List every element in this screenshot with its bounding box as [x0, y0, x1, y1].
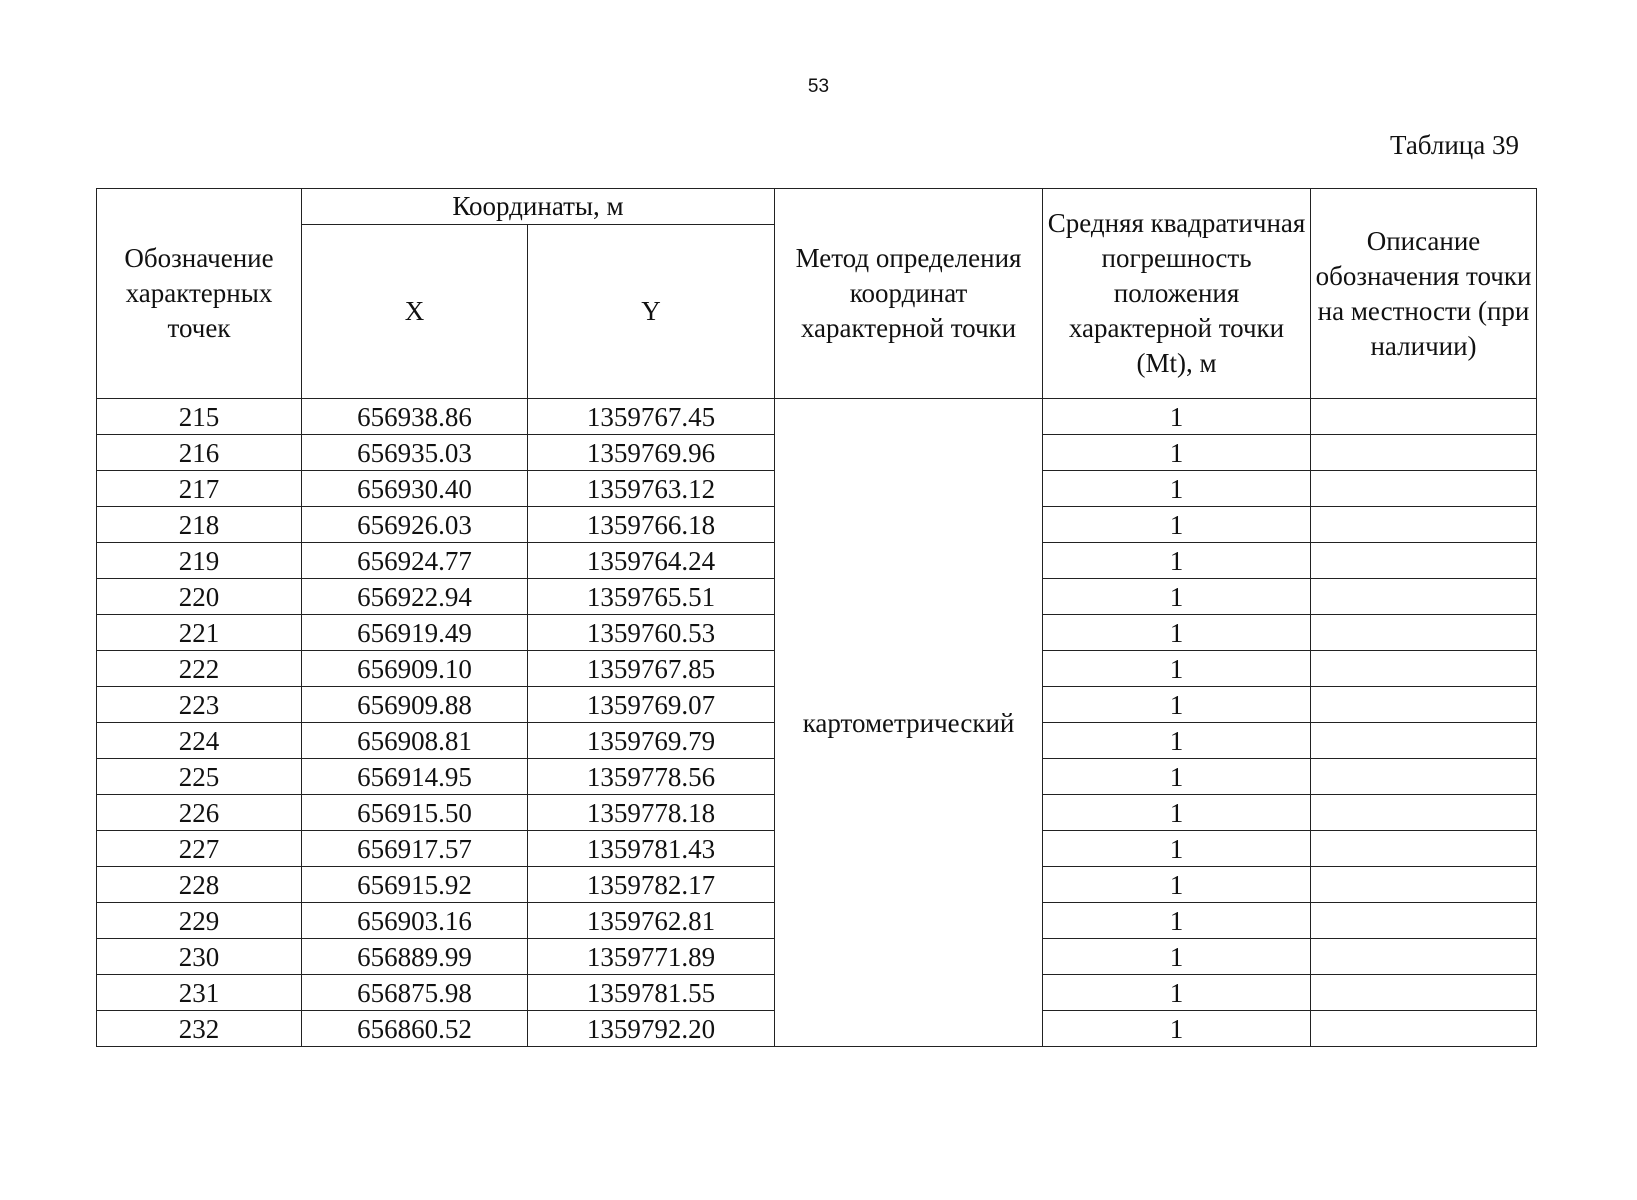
cell-point-id: 221 [97, 615, 302, 651]
cell-description [1311, 903, 1537, 939]
cell-point-id: 218 [97, 507, 302, 543]
cell-y: 1359782.17 [528, 867, 775, 903]
header-error: Средняя квадратичная погрешность положения характерной точки (Mt), м [1043, 189, 1311, 399]
cell-point-id: 230 [97, 939, 302, 975]
header-method: Метод определения координат характерной точки [775, 189, 1043, 399]
cell-error: 1 [1043, 651, 1311, 687]
cell-error: 1 [1043, 759, 1311, 795]
cell-x: 656917.57 [302, 831, 528, 867]
cell-point-id: 217 [97, 471, 302, 507]
cell-error: 1 [1043, 1011, 1311, 1047]
cell-description [1311, 435, 1537, 471]
cell-y: 1359763.12 [528, 471, 775, 507]
cell-y: 1359781.55 [528, 975, 775, 1011]
header-description: Описание обозначения точки на местности (при наличии) [1311, 189, 1537, 399]
cell-error: 1 [1043, 975, 1311, 1011]
cell-x: 656908.81 [302, 723, 528, 759]
cell-point-id: 232 [97, 1011, 302, 1047]
cell-x: 656889.99 [302, 939, 528, 975]
cell-error: 1 [1043, 723, 1311, 759]
table-body [97, 399, 1537, 1047]
table-caption: Таблица 39 [1390, 130, 1519, 160]
cell-description [1311, 939, 1537, 975]
cell-point-id: 231 [97, 975, 302, 1011]
cell-y: 1359792.20 [528, 1011, 775, 1047]
cell-point-id: 215 [97, 399, 302, 435]
cell-point-id: 225 [97, 759, 302, 795]
cell-y: 1359781.43 [528, 831, 775, 867]
cell-y: 1359764.24 [528, 543, 775, 579]
cell-y: 1359771.89 [528, 939, 775, 975]
cell-description [1311, 759, 1537, 795]
cell-x: 656860.52 [302, 1011, 528, 1047]
cell-error: 1 [1043, 903, 1311, 939]
cell-y: 1359767.45 [528, 399, 775, 435]
cell-x: 656909.88 [302, 687, 528, 723]
cell-error: 1 [1043, 795, 1311, 831]
cell-x: 656926.03 [302, 507, 528, 543]
cell-point-id: 219 [97, 543, 302, 579]
cell-y: 1359778.18 [528, 795, 775, 831]
cell-point-id: 227 [97, 831, 302, 867]
cell-y: 1359769.79 [528, 723, 775, 759]
coordinates-table [96, 188, 1537, 1047]
cell-y: 1359769.96 [528, 435, 775, 471]
cell-point-id: 222 [97, 651, 302, 687]
cell-description [1311, 399, 1537, 435]
header-y: Y [528, 225, 775, 399]
cell-description [1311, 615, 1537, 651]
cell-y: 1359762.81 [528, 903, 775, 939]
cell-y: 1359760.53 [528, 615, 775, 651]
cell-y: 1359766.18 [528, 507, 775, 543]
cell-description [1311, 1011, 1537, 1047]
cell-x: 656915.92 [302, 867, 528, 903]
cell-x: 656919.49 [302, 615, 528, 651]
cell-error: 1 [1043, 435, 1311, 471]
cell-error: 1 [1043, 471, 1311, 507]
cell-description [1311, 471, 1537, 507]
cell-error: 1 [1043, 543, 1311, 579]
cell-y: 1359767.85 [528, 651, 775, 687]
cell-x: 656924.77 [302, 543, 528, 579]
cell-method: картометрический [775, 399, 1043, 1047]
cell-error: 1 [1043, 939, 1311, 975]
header-coordinates-group: Координаты, м [302, 189, 775, 225]
cell-x: 656922.94 [302, 579, 528, 615]
cell-point-id: 228 [97, 867, 302, 903]
cell-x: 656915.50 [302, 795, 528, 831]
cell-point-id: 223 [97, 687, 302, 723]
cell-error: 1 [1043, 687, 1311, 723]
cell-point-id: 216 [97, 435, 302, 471]
cell-y: 1359765.51 [528, 579, 775, 615]
cell-x: 656909.10 [302, 651, 528, 687]
header-row-top [97, 189, 1537, 225]
cell-x: 656875.98 [302, 975, 528, 1011]
cell-description [1311, 975, 1537, 1011]
cell-point-id: 224 [97, 723, 302, 759]
cell-error: 1 [1043, 867, 1311, 903]
cell-description [1311, 651, 1537, 687]
cell-point-id: 226 [97, 795, 302, 831]
cell-error: 1 [1043, 579, 1311, 615]
cell-description [1311, 543, 1537, 579]
page-number: 53 [807, 76, 830, 97]
cell-x: 656938.86 [302, 399, 528, 435]
cell-error: 1 [1043, 507, 1311, 543]
header-point-id: Обозначение характерных точек [97, 189, 302, 399]
table-row [97, 399, 1537, 435]
cell-description [1311, 795, 1537, 831]
cell-point-id: 229 [97, 903, 302, 939]
cell-error: 1 [1043, 399, 1311, 435]
cell-description [1311, 507, 1537, 543]
cell-x: 656903.16 [302, 903, 528, 939]
cell-description [1311, 867, 1537, 903]
cell-x: 656930.40 [302, 471, 528, 507]
cell-description [1311, 579, 1537, 615]
header-x: X [302, 225, 528, 399]
cell-x: 656935.03 [302, 435, 528, 471]
cell-y: 1359769.07 [528, 687, 775, 723]
cell-y: 1359778.56 [528, 759, 775, 795]
cell-description [1311, 687, 1537, 723]
cell-x: 656914.95 [302, 759, 528, 795]
table-header [97, 189, 1537, 399]
cell-description [1311, 831, 1537, 867]
cell-point-id: 220 [97, 579, 302, 615]
cell-description [1311, 723, 1537, 759]
cell-error: 1 [1043, 831, 1311, 867]
cell-error: 1 [1043, 615, 1311, 651]
